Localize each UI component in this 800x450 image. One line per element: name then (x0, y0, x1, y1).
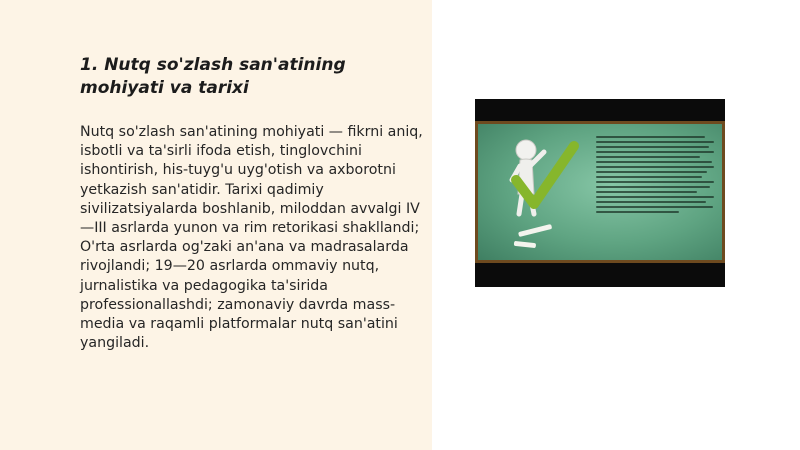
chalkboard-frame (475, 121, 725, 263)
slide-title: 1. Nutq so'zlash san'atining mohiyati va tarixi (80, 55, 346, 98)
chalk-icon (508, 220, 588, 256)
slide-body-text: Nutq so'zlash san'atining mohiyati — fikrni aniq, isbotli va ta'sirli ifoda etish, tinglovchini ishontirish, his-tuyg'u uyg'otish va axborotni yetkazish san'atidir. Tarixi qadimiy sivilizatsiyalarda boshlanib, miloddan avvalgi IV—III asrlarda yunon va rim retorikasi shakllandi; O'rta asrlarda og'zaki an'ana va madrasalarda rivojlandi; 19—20 asrlarda ommaviy nutq, jurnalistika va pedagogika ta'sirida professionallashdi; zamonaviy davrda mass-media va raqamli platformalar nutq san'atini yangiladi. (80, 124, 423, 352)
video-thumbnail[interactable] (475, 99, 725, 287)
chalkboard-text-lines (596, 136, 714, 216)
chalkboard (478, 124, 722, 260)
